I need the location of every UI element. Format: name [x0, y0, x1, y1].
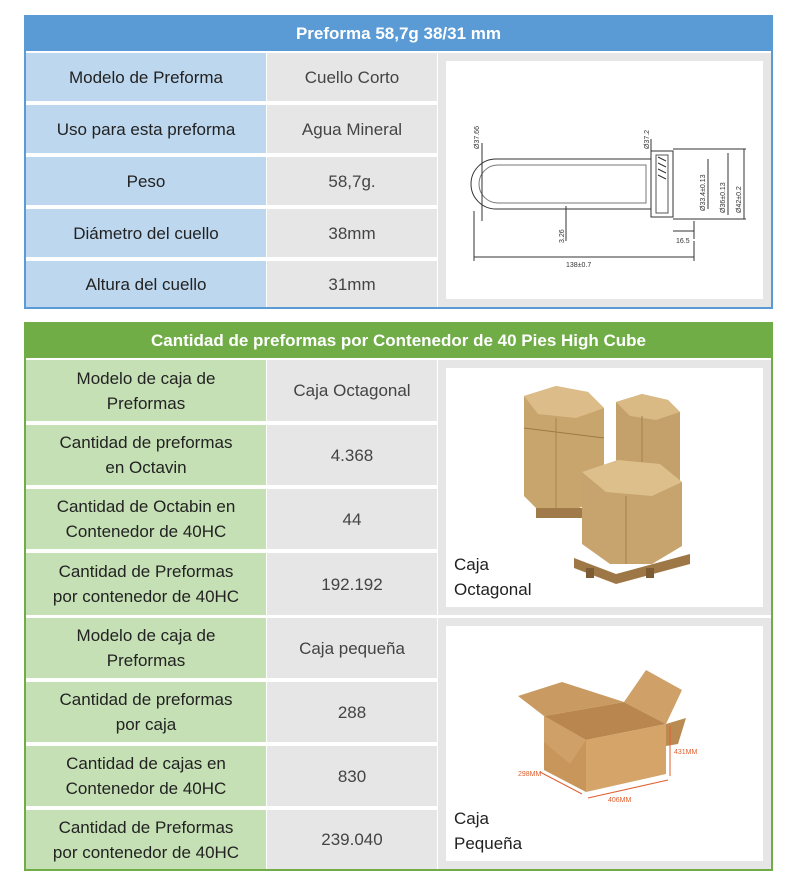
g2-value-cajas-contenedor: 830: [267, 746, 437, 808]
row-value-diametro: 38mm: [267, 209, 437, 259]
row-label-altura: Altura del cuello: [26, 261, 266, 307]
g2-value-preformas-contenedor: 239.040: [267, 810, 437, 869]
preform-drawing: [438, 53, 771, 307]
g2-label-preformas-contenedor: Cantidad de Preformas por contenedor de 40HC: [26, 810, 266, 869]
g1-label-preformas-contenedor: Cantidad de Preformas por contenedor de 40HC: [26, 553, 266, 615]
dim-label: Ø33.4±0.13: [700, 174, 707, 211]
container-table-title: Cantidad de preformas por Contenedor de 40 Pies High Cube: [26, 324, 771, 358]
row-label-diametro: Diámetro del cuello: [26, 209, 266, 259]
dim-label: Ø36±0.13: [720, 182, 727, 213]
container-table: [24, 322, 773, 871]
octagonal-caption: Caja Octagonal: [454, 555, 532, 599]
box-dim-height: 431MM: [674, 749, 698, 756]
row-value-modelo: Cuello Corto: [267, 53, 437, 103]
row-label-peso: Peso: [26, 157, 266, 207]
row-value-peso: 58,7g.: [267, 157, 437, 207]
g2-value-modelo: Caja pequeña: [267, 618, 437, 680]
dim-label: 3.26: [559, 229, 566, 243]
row-label-modelo: Modelo de Preforma: [26, 53, 266, 103]
octagonal-box-image-panel: [438, 360, 771, 615]
g2-label-cajas-contenedor: Cantidad de cajas en Contenedor de 40HC: [26, 746, 266, 808]
box-dim-depth: 298MM: [518, 771, 542, 778]
g1-value-octabin-contenedor: 44: [267, 489, 437, 551]
row-label-uso: Uso para esta preforma: [26, 105, 266, 155]
preform-table-title: Preforma 58,7g 38/31 mm: [26, 17, 771, 51]
box-dim-width: 406MM: [608, 797, 632, 804]
small-box-image-panel: [438, 618, 771, 869]
dim-label: Ø42±0.2: [736, 186, 743, 213]
g1-value-modelo: Caja Octagonal: [267, 360, 437, 423]
g2-label-cantidad-caja: Cantidad de preformas por caja: [26, 682, 266, 744]
g2-value-cantidad-caja: 288: [267, 682, 437, 744]
dim-label: Ø37.2: [644, 129, 651, 149]
row-value-altura: 31mm: [267, 261, 437, 307]
g1-value-preformas-contenedor: 192.192: [267, 553, 437, 615]
dim-label: 16.5: [676, 238, 690, 245]
g1-label-octabin-contenedor: Cantidad de Octabin en Contenedor de 40HC: [26, 489, 266, 551]
row-value-uso: Agua Mineral: [267, 105, 437, 155]
g1-value-cantidad-octavin: 4.368: [267, 425, 437, 487]
g2-label-modelo: Modelo de caja de Preformas: [26, 618, 266, 680]
preform-table: [24, 15, 773, 309]
preform-technical-drawing: [446, 61, 763, 299]
dim-label: Ø37.66: [474, 126, 481, 149]
g1-label-modelo: Modelo de caja de Preformas: [26, 360, 266, 423]
dim-label: 138±0.7: [566, 262, 592, 269]
small-box-caption: Caja Pequeña: [454, 809, 523, 853]
g1-label-cantidad-octavin: Cantidad de preformas en Octavin: [26, 425, 266, 487]
